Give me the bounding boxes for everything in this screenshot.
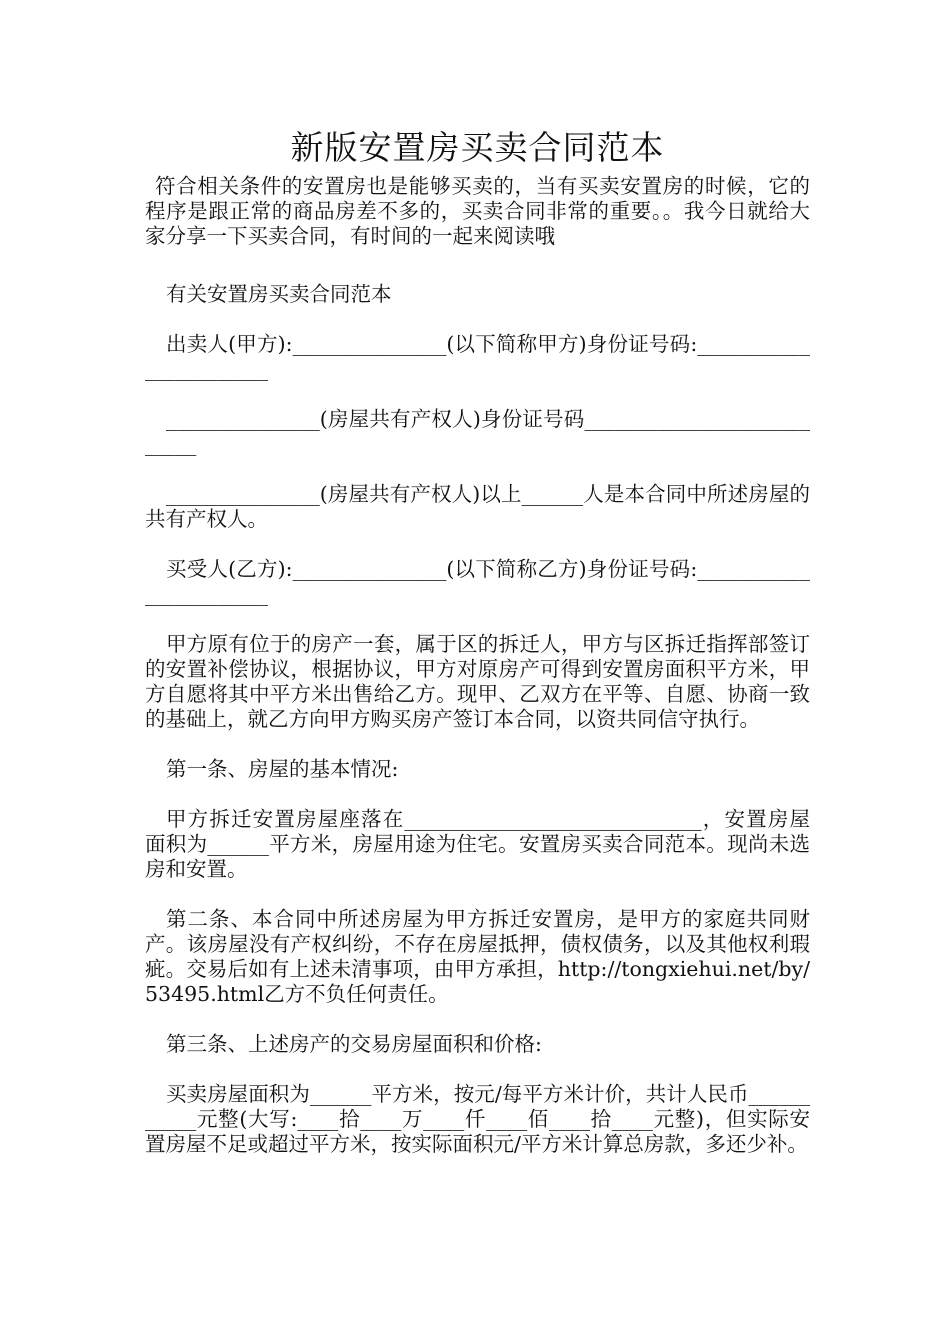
contract-heading: 有关安置房买卖合同范本 [166,282,392,306]
article-3-title: 第三条、上述房产的交易房屋面积和价格: [166,1032,542,1056]
article-3-body: 买卖房屋面积为______平方米，按元/每平方米计价，共计人民币___________元整(大写:____拾____万____仟____佰____拾____元整)，但实际安置房屋不足或超过平方米，按实际面积元/平方米计算总房款，多还少补。 [145,1082,810,1156]
article-1-body: 甲方拆迁安置房屋座落在_____________________________，安置房屋面积为______平方米，房屋用途为住宅。安置房买卖合同范本。现尚未选房和安置。 [145,807,810,881]
co-owner-line-2: _______________(房屋共有产权人)以上______人是本合同中所述房屋的共有产权人。 [145,482,810,531]
background-paragraph: 甲方原有位于的房产一套，属于区的拆迁人，甲方与区拆迁指挥部签订的安置补偿协议，根据协议，甲方对原房产可得到安置房面积平方米，甲方自愿将其中平方米出售给乙方。现甲、乙双方在平等、自愿、协商一致的基础上，就乙方向甲方购买房产签订本合同，以资共同信守执行。 [145,632,810,731]
article-2-paragraph: 第二条、本合同中所述房屋为甲方拆迁安置房，是甲方的家庭共同财产。该房屋没有产权纠纷，不存在房屋抵押，债权债务，以及其他权利瑕疵。交易后如有上述未清事项，由甲方承担，http://tongxiehui.net/by/53495.html乙方不负任何责任。 [145,907,810,1006]
article-1-title: 第一条、房屋的基本情况: [166,757,399,781]
co-owner-line-1: _______________(房屋共有产权人)身份证号码___________________________ [145,407,810,456]
buyer-line: 买受人(乙方):_______________(以下简称乙方)身份证号码:_______________________ [145,557,810,606]
seller-line: 出卖人(甲方):_______________(以下简称甲方)身份证号码:_______________________ [145,332,810,381]
intro-paragraph: 符合相关条件的安置房也是能够买卖的，当有买卖安置房的时候，它的程序是跟正常的商品房差不多的，买卖合同非常的重要。。我今日就给大家分享一下买卖合同，有时间的一起来阅读哦 [145,174,810,248]
document-title: 新版安置房买卖合同范本 [290,128,665,167]
document-page [145,126,810,1157]
